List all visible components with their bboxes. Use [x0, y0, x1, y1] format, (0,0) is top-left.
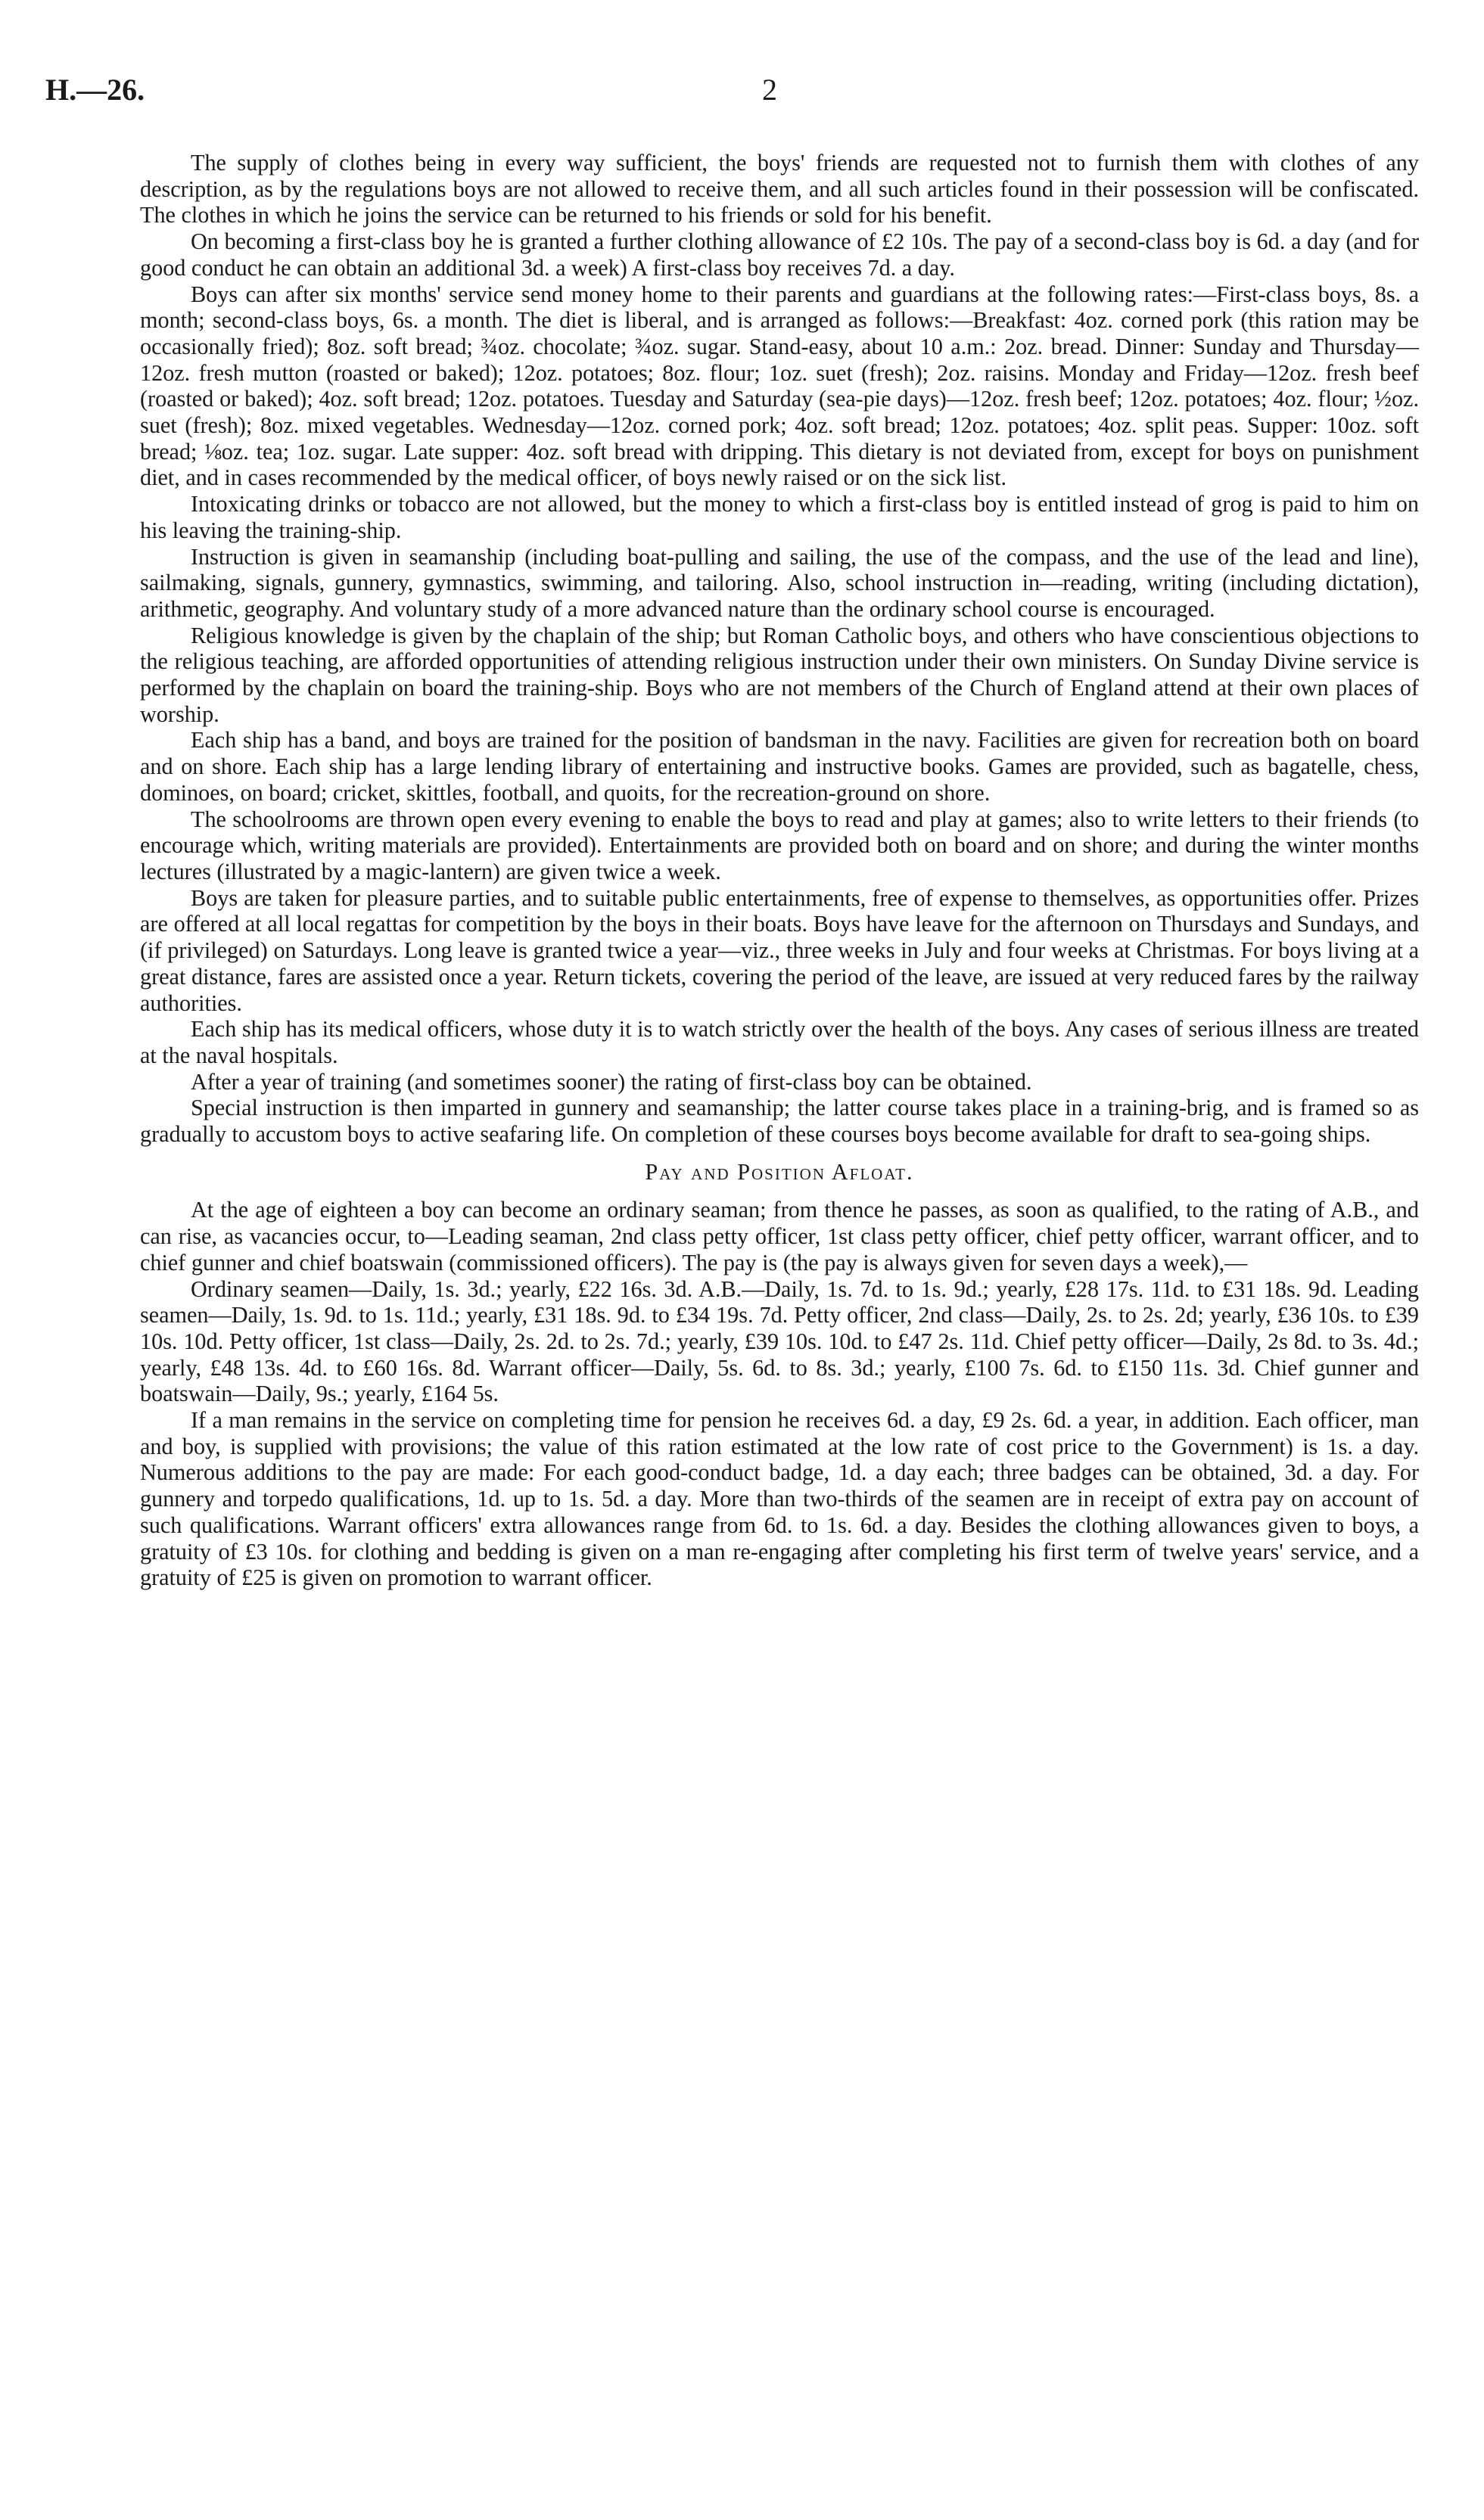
paragraph-medical-officers: Each ship has its medical officers, whose duty it is to watch strictly over the health of the boys. Any cases of serious illness are treated at the naval hospitals. — [140, 1016, 1419, 1068]
document-id: H.—26. — [45, 73, 145, 107]
paragraph-special-instruction: Special instruction is then imparted in gunnery and seamanship; the latter course takes place in a training-brig, and is framed so as gradually to accustom boys to active seafaring life. On completion of these courses boys become available for draft to sea-going ships. — [140, 1095, 1419, 1148]
paragraph-pay-rates: Ordinary seamen—Daily, 1s. 3d.; yearly, £22 16s. 3d. A.B.—Daily, 1s. 7d. to 1s. 9d.; yearly, £28 17s. 11d. to £31 18s. 9d. Leading seamen—Daily, 1s. 9d. to 1s. 11d.; yearly, £31 18s. 9d. to £34 19s. 7d. Petty officer, 2nd class—Daily, 2s. to 2s. 2d; yearly, £36 10s. to £39 10s. 10d. Petty officer, 1st class—Daily, 2s. 2d. to 2s. 7d.; yearly, £39 10s. 10d. to £47 2s. 11d. Chief petty officer—Daily, 2s 8d. to 3s. 4d.; yearly, £48 13s. 4d. to £60 16s. 8d. Warrant officer—Daily, 5s. 6d. to 8s. 3d.; yearly, £100 7s. 6d. to £150 11s. 3d. Chief gunner and boatswain—Daily, 9s.; yearly, £164 5s. — [140, 1276, 1419, 1407]
body-text — [140, 150, 1419, 1591]
paragraph-ordinary-seaman: At the age of eighteen a boy can become an ordinary seaman; from thence he passes, as soon as qualified, to the rating of A.B., and can rise, as vacancies occur, to—Leading seaman, 2nd class petty officer, 1st class petty officer, chief petty officer, warrant officer, and to chief gunner and chief boatswain (commissioned officers). The pay is (the pay is always given for seven days a week),— — [140, 1197, 1419, 1276]
paragraph-pleasure-parties: Boys are taken for pleasure parties, and to suitable public entertainments, free of expense to themselves, as opportunities offer. Prizes are offered at all local regattas for competition by the boys in their boats. Boys have leave for the afternoon on Thursdays and Sundays, and (if privileged) on Saturdays. Long leave is granted twice a year—viz., three weeks in July and four weeks at Christmas. For boys living at a great distance, fares are assisted once a year. Return tickets, covering the period of the leave, are issued at very reduced fares by the railway authorities. — [140, 884, 1419, 1016]
paragraph-religious-knowledge: Religious knowledge is given by the chaplain of the ship; but Roman Catholic boys, and others who have conscientious objections to the religious teaching, are afforded opportunities of attending religious instruction under their own ministers. On Sunday Divine service is performed by the chaplain on board the training-ship. Boys who are not members of the Church of England attend at their own places of worship. — [140, 622, 1419, 727]
paragraph-year-of-training: After a year of training (and sometimes sooner) the rating of first-class boy can be obtained. — [191, 1068, 1032, 1095]
paragraph-instruction: Instruction is given in seamanship (including boat-pulling and sailing, the use of the compass, and the use of the lead and line), sailmaking, signals, gunnery, gymnastics, swimming, and tailoring. Also, school instruction in—reading, writing (including dictation), arithmetic, geography. And voluntary study of a more advanced nature than the ordinary school course is encouraged. — [140, 543, 1419, 622]
paragraph-band-recreation: Each ship has a band, and boys are trained for the position of bandsman in the navy. Facilities are given for recreation both on board and on shore. Each ship has a large lending library of entertaining and instructive books. Games are provided, such as bagatelle, chess, dominoes, on board; cricket, skittles, football, and quoits, for the recreation-ground on shore. — [140, 727, 1419, 806]
paragraph-diet: Boys can after six months' service send money home to their parents and guardians at the following rates:—First-class boys, 8s. a month; second-class boys, 6s. a month. The diet is liberal, and is arranged as follows:—Breakfast: 4oz. corned pork (this ration may be occasionally fried); 8oz. soft bread; ¾oz. chocolate; ¾oz. sugar. Stand-easy, about 10 a.m.: 2oz. bread. Dinner: Sunday and Thursday—12oz. fresh mutton (roasted or baked); 12oz. potatoes; 8oz. flour; 1oz. suet (fresh); 2oz. raisins. Monday and Friday—12oz. fresh beef (roasted or baked); 4oz. soft bread; 12oz. potatoes. Tuesday and Saturday (sea-pie days)—12oz. fresh beef; 12oz. potatoes; 4oz. flour; ½oz. suet (fresh); 8oz. mixed vegetables. Wednesday—12oz. corned pork; 4oz. soft bread; 12oz. potatoes; 4oz. split peas. Supper: 10oz. soft bread; ⅛oz. tea; 1oz. sugar. Late supper: 4oz. soft bread with dripping. This dietary is not deviated from, except for boys on punishment diet, and in cases recommended by the medical officer, of boys newly raised or on the sick list. — [140, 281, 1419, 491]
page-header — [45, 72, 1439, 117]
paragraph-first-class-pay: On becoming a first-class boy he is granted a further clothing allowance of £2 10s. The pay of a second-class boy is 6d. a day (and for good conduct he can obtain an additional 3d. a week) A first-class boy receives 7d. a day. — [140, 228, 1419, 281]
page-number: 2 — [762, 73, 777, 107]
paragraph-clothing-supply: The supply of clothes being in every way sufficient, the boys' friends are requested not to furnish them with clothes of any description, as by the regulations boys are not allowed to receive them, and all such articles found in their possession will be confiscated. The clothes in which he joins the service can be returned to his friends or sold for his benefit. — [140, 150, 1419, 228]
paragraph-intoxicating-drinks: Intoxicating drinks or tobacco are not allowed, but the money to which a first-class boy is entitled instead of grog is paid to him on his leaving the training-ship. — [140, 491, 1419, 543]
paragraph-schoolrooms: The schoolrooms are thrown open every evening to enable the boys to read and play at games; also to write letters to their friends (to encourage which, writing materials are provided). Entertainments are provided both on board and on shore; and during the winter months lectures (illustrated by a magic-lantern) are given twice a week. — [140, 806, 1419, 884]
paragraph-pension-allowances: If a man remains in the service on completing time for pension he receives 6d. a day, £9 2s. 6d. a year, in addition. Each officer, man and boy, is supplied with provisions; the value of this ration estimated at the low rate of cost price to the Government) is 1s. a day. Numerous additions to the pay are made: For each good-conduct badge, 1d. a day each; three badges can be obtained, 3d. a day. For gunnery and torpedo qualifications, 1d. up to 1s. 5d. a day. More than two-thirds of the seamen are in receipt of extra pay on account of such qualifications. Warrant officers' extra allowances range from 6d. to 1s. 6d. a day. Besides the clothing allowances given to boys, a gratuity of £3 10s. for clothing and bedding is given on a man re-engaging after completing his first term of twelve years' service, and a gratuity of £25 is given on promotion to warrant officer. — [140, 1407, 1419, 1591]
section-heading-pay-position: Pay and Position Afloat. — [645, 1158, 914, 1185]
